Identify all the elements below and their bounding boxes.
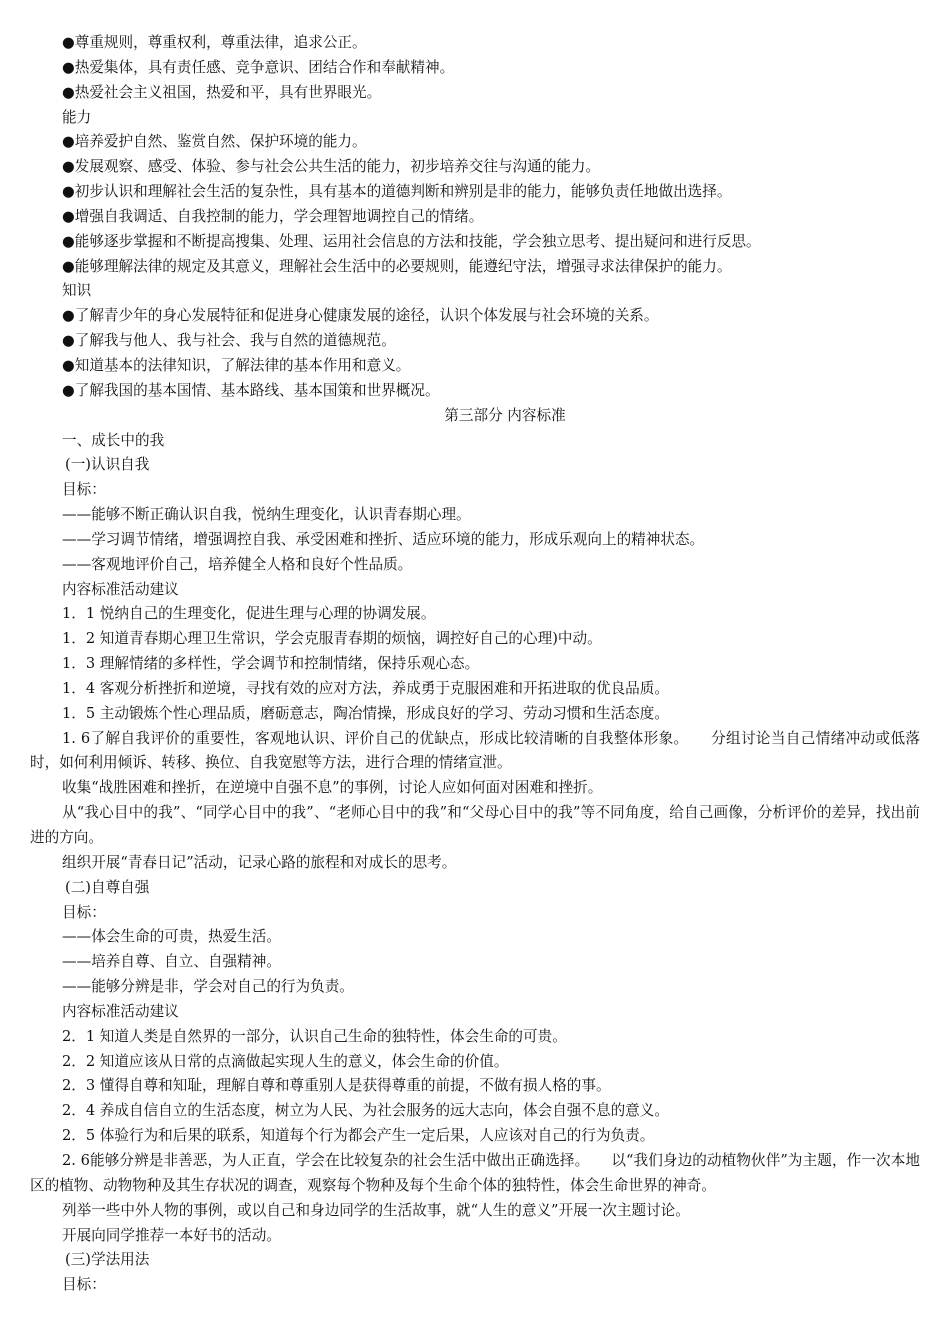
goal-item: ——学习调节情绪，增强调控自我、承受困难和挫折、适应环境的能力，形成乐观向上的精神状态。 (62, 530, 705, 548)
unit-heading: 一、成长中的我 (62, 431, 165, 449)
activity-suggestion: 从“我心目中的我”、“同学心目中的我”、“老师心目中的我”和“父母心目中的我”等不同角度，给自己画像，分析评价的差异，找出前进的方向。 (30, 804, 920, 846)
goal-item: ——能够不断正确认识自我，悦纳生理变化，认识青春期心理。 (62, 506, 471, 524)
knowledge-item: ●知道基本的法律知识，了解法律的基本作用和意义。 (62, 356, 411, 374)
activity-suggestion: 列举一些中外人物的事例，或以自己和身边同学的生活故事，就“人生的意义”开展一次主题讨论。 (62, 1201, 690, 1219)
standard-item: 2．3 懂得自尊和知耻，理解自尊和尊重别人是获得尊重的前提，不做有损人格的事。 (62, 1077, 611, 1095)
values-item: ●热爱集体，具有责任感、竞争意识、团结合作和奉献精神。 (62, 58, 455, 76)
goal-item: ——客观地评价自己，培养健全人格和良好个性品质。 (62, 555, 413, 573)
activity-suggestion: 收集“战胜困难和挫折，在逆境中自强不息”的事例，讨论人应如何面对困难和挫折。 (62, 779, 603, 797)
standard-item-with-activity: 2. 6能够分辨是非善恶，为人正直，学会在比较复杂的社会生活中做出正确选择。 以“我们身边的动植物伙伴”为主题，作一次本地区的植物、动物物种及其生存状况的调查，观察每个物种及每个生命个体的独特性，体会生命世界的神奇。 (30, 1151, 920, 1194)
standard-item-with-activity: 1. 6了解自我评价的重要性，客观地认识、评价自己的优缺点，形成比较清晰的自我整体形象。 分组讨论当自己情绪冲动或低落时，如何利用倾诉、转移、换位、自我宽慰等方法，进行合理的情绪宣泄。 (30, 729, 920, 772)
standard-item: 1．4 客观分析挫折和逆境，寻找有效的应对方法，养成勇于克服困难和开拓进取的优良品质。 (62, 679, 669, 697)
ability-item: ●增强自我调适、自我控制的能力，学会理智地调控自己的情绪。 (62, 207, 484, 225)
activity-suggestion: 开展向同学推荐一本好书的活动。 (62, 1226, 281, 1244)
standard-item: 2．4 养成自信自立的生活态度，树立为人民、为社会服务的远大志向，体会自强不息的意义。 (62, 1102, 669, 1120)
goal-item: ——能够分辨是非，学会对自己的行为负责。 (62, 978, 354, 996)
standard-item: 2．2 知道应该从日常的点滴做起实现人生的意义，体会生命的价值。 (62, 1052, 509, 1070)
goal-item: ——体会生命的可贵，热爱生活。 (62, 928, 281, 946)
goal-label: 目标： (62, 481, 106, 499)
goal-item: ——培养自尊、自立、自强精神。 (62, 953, 281, 971)
section-title: (二)自尊自强 (65, 878, 150, 896)
ability-item: ●能够理解法律的规定及其意义，理解社会生活中的必要规则，能遵纪守法，增强寻求法律保护的能力。 (62, 257, 732, 275)
ability-item: ●能够逐步掌握和不断提高搜集、处理、运用社会信息的方法和技能，学会独立思考、提出疑问和进行反思。 (62, 232, 761, 250)
standard-item: 2．1 知道人类是自然界的一部分，认识自己生命的独特性，体会生命的可贵。 (62, 1027, 567, 1045)
ability-item: ●发展观察、感受、体验、参与社会公共生活的能力，初步培养交往与沟通的能力。 (62, 158, 601, 176)
knowledge-item: ●了解青少年的身心发展特征和促进身心健康发展的途径，认识个体发展与社会环境的关系。 (62, 307, 659, 325)
standard-item: 1．5 主动锻炼个性心理品质，磨砺意志，陶冶情操，形成良好的学习、劳动习惯和生活态度。 (62, 704, 669, 722)
knowledge-heading: 知识 (62, 282, 92, 300)
standard-item: 1．1 悦纳自己的生理变化，促进生理与心理的协调发展。 (62, 605, 436, 623)
knowledge-item: ●了解我国的基本国情、基本路线、基本国策和世界概况。 (62, 381, 440, 399)
activity-suggestion: 组织开展“青春日记”活动，记录心路的旅程和对成长的思考。 (62, 853, 457, 871)
standards-header: 内容标准活动建议 (62, 580, 179, 598)
values-item: ●热爱社会主义祖国，热爱和平，具有世界眼光。 (62, 83, 382, 101)
ability-item: ●初步认识和理解社会生活的复杂性，具有基本的道德判断和辨别是非的能力，能够负责任地做出选择。 (62, 183, 732, 201)
part-title: 第三部分 内容标准 (444, 406, 566, 424)
values-item: ●尊重规则，尊重权利，尊重法律，追求公正。 (62, 34, 367, 51)
standard-item: 1．2 知道青春期心理卫生常识，学会克服青春期的烦恼，调控好自己的心理)中动。 (62, 630, 602, 648)
knowledge-item: ●了解我与他人、我与社会、我与自然的道德规范。 (62, 332, 396, 350)
standard-item: 1．3 理解情绪的多样性，学会调节和控制情绪，保持乐观心态。 (62, 655, 480, 673)
section-title: (三)学法用法 (65, 1251, 150, 1269)
ability-item: ●培养爱护自然、鉴赏自然、保护环境的能力。 (62, 133, 367, 151)
standard-item: 2．5 体验行为和后果的联系，知道每个行为都会产生一定后果，人应该对自己的行为负责。 (62, 1127, 655, 1145)
section-title: (一)认识自我 (65, 456, 150, 474)
ability-heading: 能力 (62, 108, 92, 126)
standards-header: 内容标准活动建议 (62, 1002, 179, 1020)
goal-label: 目标： (62, 903, 106, 921)
goal-label: 目标： (62, 1276, 106, 1294)
